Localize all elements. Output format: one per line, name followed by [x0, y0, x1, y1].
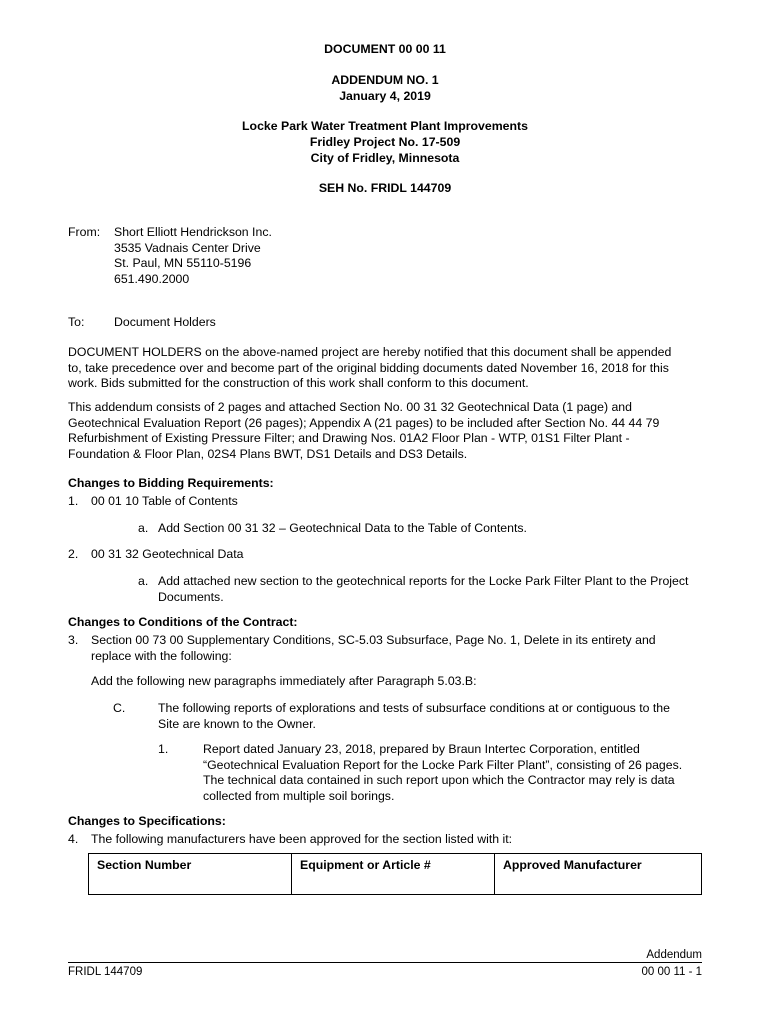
- from-line: St. Paul, MN 55110-5196: [114, 256, 252, 270]
- consists-paragraph: [68, 400, 659, 462]
- paragraph-number: 1.: [158, 742, 169, 756]
- paragraph-line: The technical data contained in such report upon which the Contractor may rely is data: [203, 773, 675, 787]
- paragraph-c-text: [158, 701, 670, 732]
- consists-line: This addendum consists of 2 pages and attached Section No. 00 31 32 Geotechnical Data (1 page) and: [68, 400, 632, 414]
- from-address: [114, 225, 272, 287]
- to-value: Document Holders: [114, 315, 216, 329]
- project-number: Fridley Project No. 17-509: [309, 135, 461, 149]
- document-header: [0, 41, 770, 196]
- item-text: 00 01 10 Table of Contents: [91, 494, 238, 508]
- item-line: Section 00 73 00 Supplementary Conditions, SC-5.03 Subsurface, Page No. 1, Delete in its entirety and: [91, 633, 656, 647]
- addendum-date: January 4, 2019: [339, 89, 431, 103]
- footer-seh-number: FRIDL 144709: [68, 966, 143, 978]
- paragraph-line: collected from multiple soil borings.: [203, 788, 395, 803]
- table-header-row: [89, 854, 702, 895]
- item-number: 1.: [68, 494, 79, 508]
- from-line: 3535 Vadnais Center Drive: [114, 240, 261, 255]
- manufacturers-table: [88, 853, 702, 895]
- conditions-heading: Changes to Conditions of the Contract:: [68, 615, 298, 629]
- item-number: 2.: [68, 547, 79, 561]
- table-header-cell: Approved Manufacturer: [495, 854, 702, 895]
- paragraph-line: The following reports of explorations and tests of subsurface conditions at or contiguous to the: [158, 701, 670, 715]
- paragraph-line: Site are known to the Owner.: [158, 716, 316, 731]
- paragraph-1-text: [203, 742, 682, 804]
- consists-line: Refurbishment of Existing Pressure Filter; and Drawing Nos. 01A2 Floor Plan - WTP, 01S1 Filter Plant -: [68, 431, 630, 445]
- intro-line: DOCUMENT HOLDERS on the above-named project are hereby notified that this document shall be appended: [68, 345, 672, 359]
- to-label: To:: [68, 315, 85, 329]
- bidding-heading: Changes to Bidding Requirements:: [68, 476, 274, 490]
- intro-line: work. Bids submitted for the construction of this work shall conform to this document.: [68, 376, 529, 390]
- paragraph-line: “Geotechnical Evaluation Report for the Locke Park Filter Plant”, consisting of 26 pages.: [203, 757, 683, 772]
- footer-rule: [68, 962, 702, 963]
- addendum-number: ADDENDUM NO. 1: [331, 73, 439, 87]
- item-text: The following manufacturers have been approved for the section listed with it:: [91, 832, 513, 846]
- specs-heading: Changes to Specifications:: [68, 814, 226, 828]
- document-number: DOCUMENT 00 00 11: [324, 42, 446, 56]
- subitem-line: Add attached new section to the geotechnical reports for the Locke Park Filter Plant to the Project: [158, 574, 689, 588]
- footer-addendum: Addendum: [646, 949, 702, 961]
- table-header-cell: Equipment or Article #: [292, 854, 495, 895]
- project-city: City of Fridley, Minnesota: [310, 151, 460, 165]
- item-number: 3.: [68, 633, 79, 647]
- consists-line: Foundation & Floor Plan, 02S4 Plans BWT, DS1 Details and DS3 Details.: [68, 446, 468, 461]
- subitem-line: Documents.: [158, 589, 224, 604]
- table-header-cell: Section Number: [89, 854, 292, 895]
- item-text: 00 31 32 Geotechnical Data: [91, 547, 244, 561]
- from-label: From:: [68, 225, 101, 239]
- footer-page-number: 00 00 11 - 1: [641, 966, 702, 978]
- subitem-text: Add Section 00 31 32 – Geotechnical Data to the Table of Contents.: [158, 521, 527, 535]
- paragraph-line: Report dated January 23, 2018, prepared by Braun Intertec Corporation, entitled: [203, 742, 640, 756]
- add-paragraphs-text: Add the following new paragraphs immediately after Paragraph 5.03.B:: [91, 674, 477, 688]
- from-line: Short Elliott Hendrickson Inc.: [114, 225, 272, 239]
- paragraph-letter: C.: [113, 701, 126, 715]
- consists-line: Geotechnical Evaluation Report (26 pages); Appendix A (21 pages) to be included after Section No. 44 44 79: [68, 415, 660, 430]
- from-line: 651.490.2000: [114, 271, 190, 286]
- item-line: replace with the following:: [91, 648, 232, 663]
- intro-line: to, take precedence over and become part of the original bidding documents dated November 16, 2018 for this: [68, 360, 669, 375]
- project-title: Locke Park Water Treatment Plant Improvements: [242, 119, 528, 133]
- item-number: 4.: [68, 832, 79, 846]
- subitem-text: [158, 574, 688, 605]
- intro-paragraph: [68, 345, 671, 392]
- subitem-letter: a.: [138, 521, 149, 535]
- seh-number: SEH No. FRIDL 144709: [318, 181, 452, 195]
- item-text: [91, 633, 656, 664]
- subitem-letter: a.: [138, 574, 149, 588]
